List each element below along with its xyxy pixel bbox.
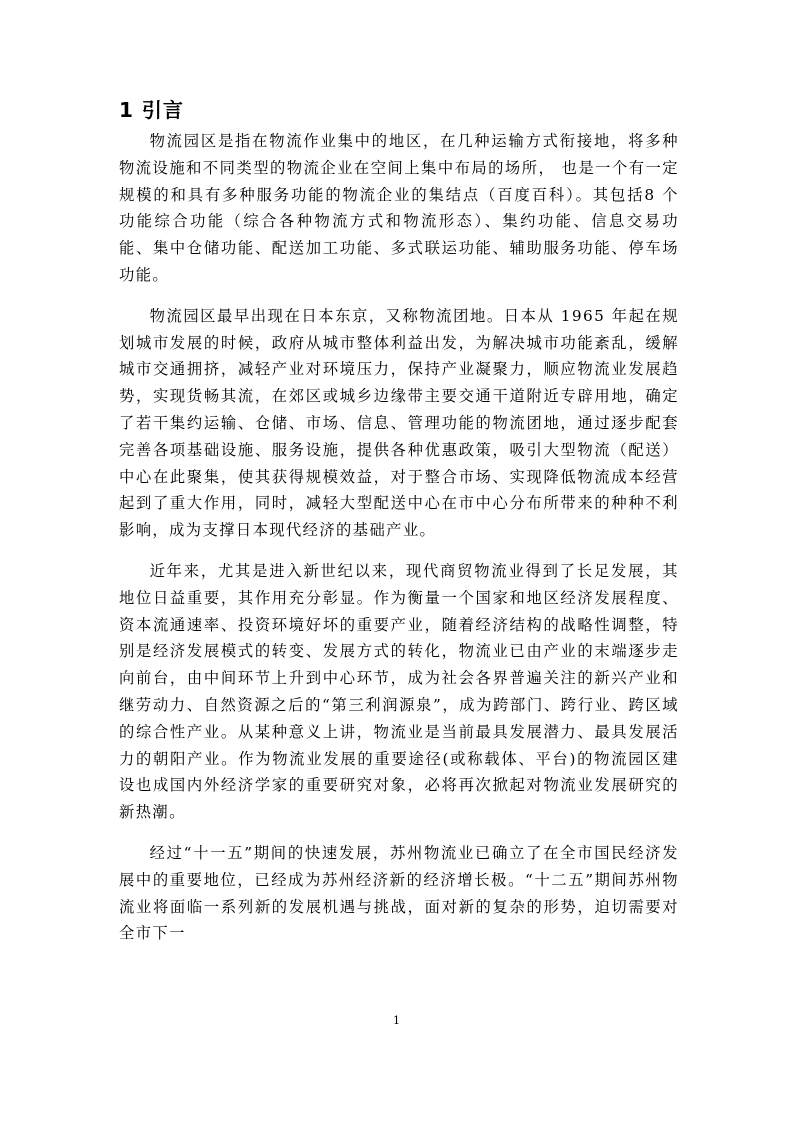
paragraph-japan-history: 物流园区最早出现在日本东京，又称物流团地。日本从 1965 年起在规划城市发展的时候，政府从城市整体利益出发，为解决城市功能紊乱，缓解城市交通拥挤，减轻产业对环境压力，保持产业凝聚力，顺应物流业发展趋势，实现货畅其流，在郊区或城乡边缘带主要交通干道附近专辟用地，确定了若干集约运输、仓储、市场、信息、管理功能的物流团地，通过逐步配套完善各项基础设施、服务设施，提供各种优惠政策，吸引大型物流（配送） 中心在此聚集，使其获得规模效益，对于整合市场、实现降低物流成本经营起到了重大作用，同时，减轻大型配送中心在市中心分布所带来的种种不利影响，成为支撑日本现代经济的基础产业。 <box>119 306 679 540</box>
paragraph-recent-development: 近年来，尤其是进入新世纪以来，现代商贸物流业得到了长足发展，其地位日益重要，其作用充分彰显。作为衡量一个国家和地区经济发展程度、资本流通速率、投资环境好坏的重要产业，随着经济结构的战略性调整，特别是经济发展模式的转变、发展方式的转化，物流业已由产业的末端逐步走向前台，由中间环节上升到中心环节，成为社会各界普遍关注的新兴产业和继劳动力、自然资源之后的“第三利润源泉”，成为跨部门、跨行业、跨区域的综合性产业。从某种意义上讲，物流业是当前最具发展潜力、最具发展活力的朝阳产业。作为物流业发展的重要途径(或称载体、平台)的物流园区建设也成国内外经济学家的重要研究对象，必将再次掀起对物流业发展研究的新热潮。 <box>119 561 679 822</box>
page-number: 1 <box>393 1014 400 1027</box>
paragraph-definition: 物流园区是指在物流作业集中的地区，在几种运输方式衔接地，将多种物流设施和不同类型的物流企业在空间上集中布局的场所， 也是一个有一定规模的和具有多种服务功能的物流企业的集结点（百度百科）。其包括8 个功能综合功能（综合各种物流方式和物流形态）、集约功能、信息交易功能、集中仓储功能、配送加工功能、多式联运功能、辅助服务功能、停车场功能。 <box>119 132 679 284</box>
section-heading: 1 引言 <box>119 98 184 122</box>
body-text <box>119 128 679 961</box>
paragraph-suzhou: 经过“十一五”期间的快速发展，苏州物流业已确立了在全市国民经济发展中的重要地位，已经成为苏州经济新的经济增长极。“十二五”期间苏州物流业将面临一系列新的发展机遇与挑战，面对新的复杂的形势，迫切需要对全市下一 <box>119 843 679 943</box>
